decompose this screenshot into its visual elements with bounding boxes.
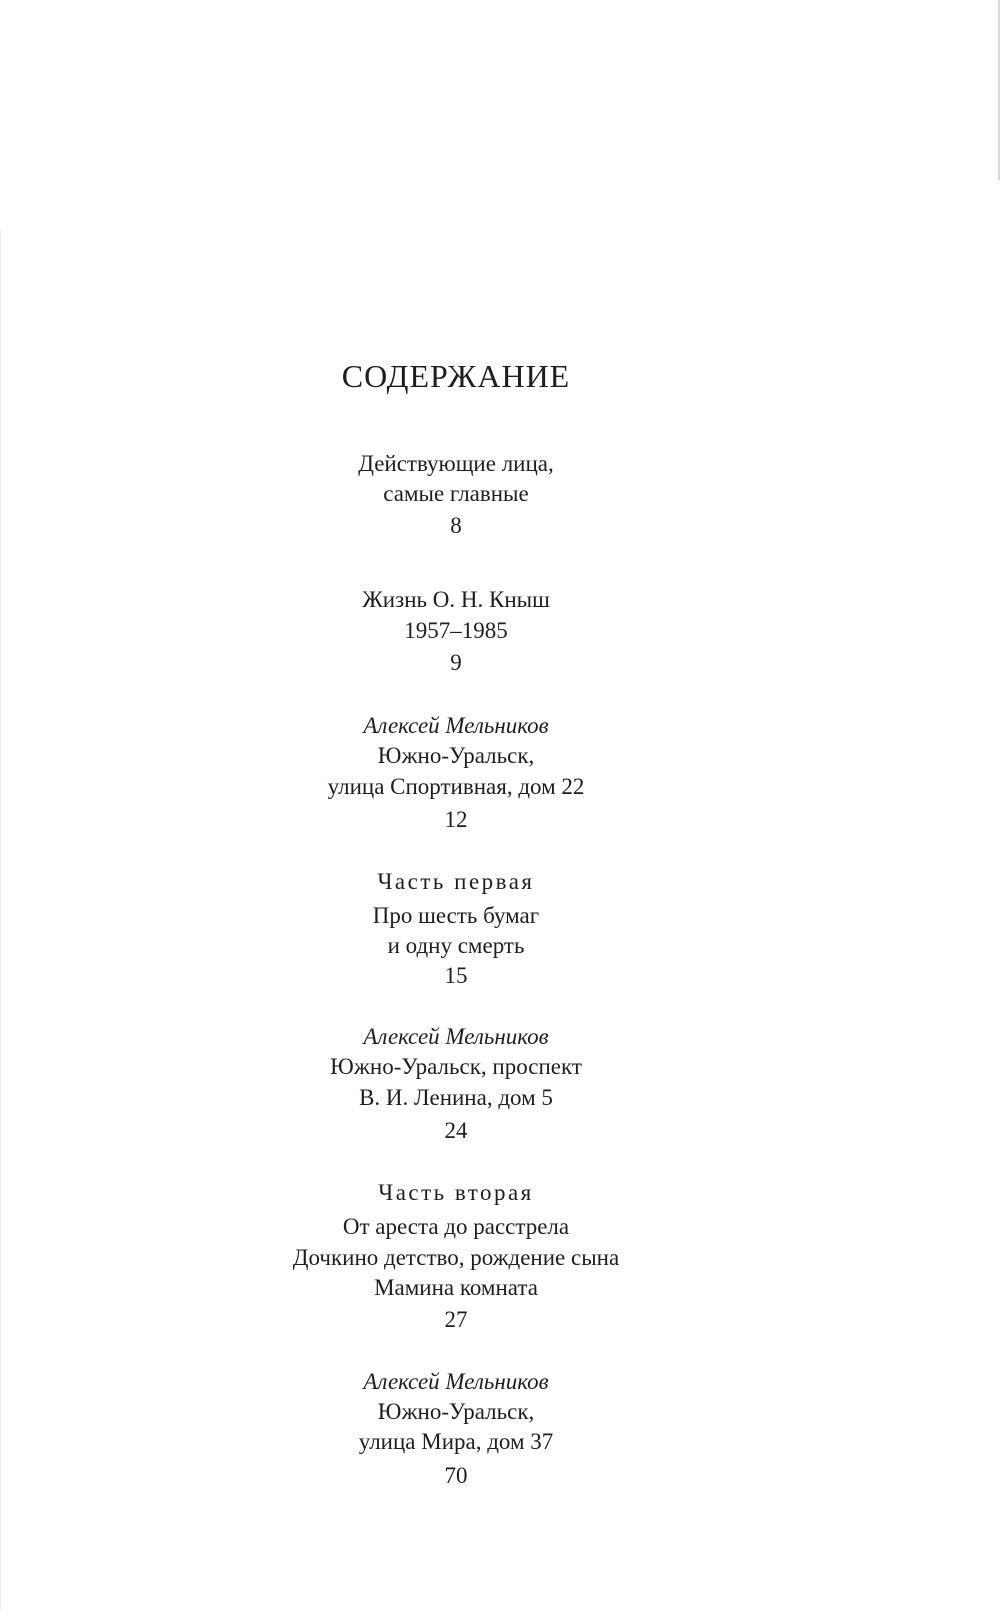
toc-entry-4-line-1: Про шесть бумаг (372, 903, 540, 928)
toc-entry-1-page: 8 (450, 513, 462, 538)
toc-title: СОДЕРЖАНИЕ (341, 358, 571, 394)
toc-entry-2-line-1: Жизнь О. Н. Кныш (362, 587, 550, 612)
toc-entry-5-page: 24 (444, 1118, 468, 1143)
toc-entry-3-line-1: Южно-Уральск, (377, 743, 535, 768)
toc-entry-6-line-2: Дочкино детство, рождение сына (292, 1245, 620, 1270)
toc-entry-2-page: 9 (450, 650, 462, 675)
toc-entry-7-author: Алексей Мельников (363, 1369, 549, 1394)
toc-entry-1-line-2: самые главные (383, 481, 529, 506)
toc-entry-7-line-2: улица Мира, дом 37 (358, 1429, 554, 1454)
toc-entry-6-page: 27 (444, 1307, 468, 1332)
toc-entry-3-page: 12 (444, 807, 468, 832)
toc-entry-5-line-1: Южно-Уральск, проспект (330, 1054, 582, 1079)
toc-entry-5-line-2: В. И. Ленина, дом 5 (359, 1085, 553, 1110)
toc-entry-4-line-2: и одну смерть (387, 933, 525, 958)
toc-entry-6-part: Часть вторая (378, 1180, 534, 1205)
toc-entry-7-line-1: Южно-Уральск, (377, 1399, 535, 1424)
toc-entry-2-line-2: 1957–1985 (404, 618, 508, 643)
toc-entry-1-line-1: Действующие лица, (358, 451, 554, 476)
toc-entry-3-line-2: улица Спортивная, дом 22 (327, 774, 585, 799)
toc-entry-4-page: 15 (444, 963, 468, 988)
toc-entry-6-line-3: Мамина комната (374, 1275, 538, 1300)
toc-entry-6-line-1: От ареста до расстрела (342, 1214, 570, 1239)
toc-entry-3-author: Алексей Мельников (363, 713, 549, 738)
toc-entry-4-part: Часть первая (377, 869, 535, 894)
toc-entry-5-author: Алексей Мельников (363, 1024, 549, 1049)
toc-entry-7-page: 70 (444, 1463, 468, 1488)
